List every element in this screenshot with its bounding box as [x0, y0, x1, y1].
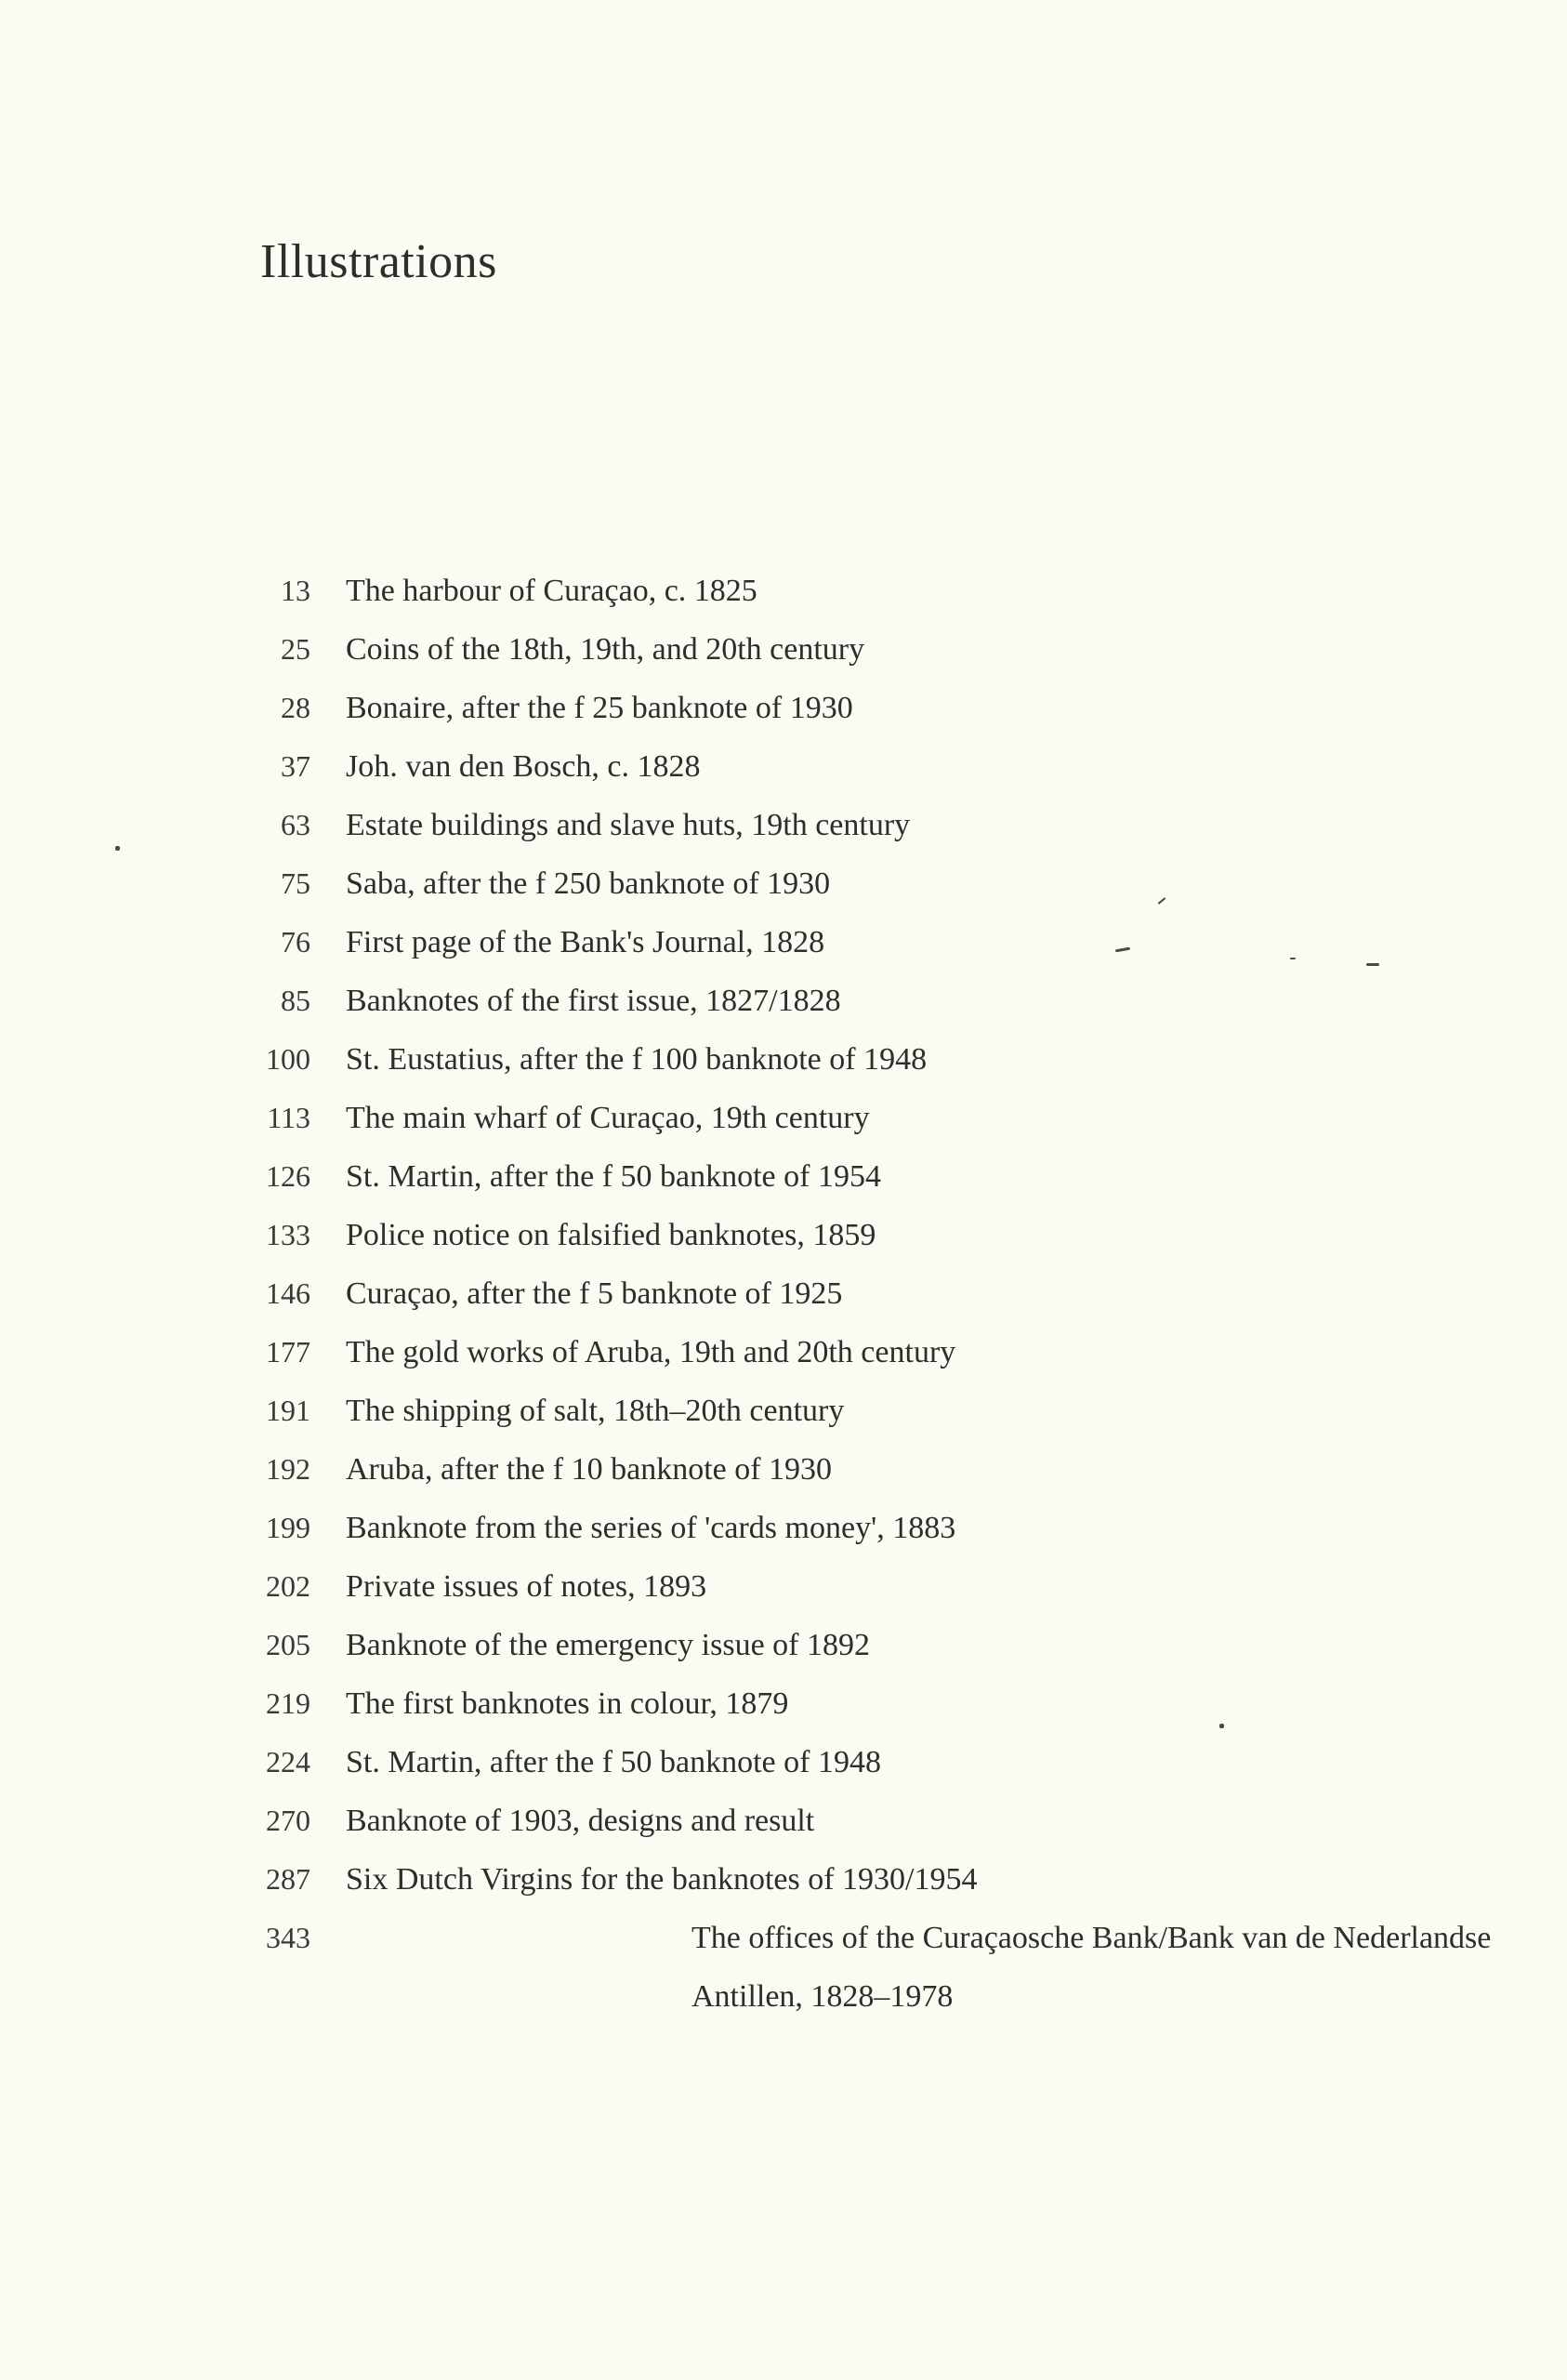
list-item — [0, 1440, 1567, 1499]
illustration-caption: St. Martin, after the f 50 banknote of 1948 — [346, 1745, 881, 1779]
list-item — [0, 620, 1567, 679]
illustration-caption: The first banknotes in colour, 1879 — [346, 1686, 789, 1721]
illustration-caption: The gold works of Aruba, 19th and 20th century — [346, 1335, 956, 1369]
list-item — [0, 796, 1567, 854]
page-number: 191 — [266, 1394, 310, 1427]
list-item — [0, 1089, 1567, 1147]
list-item — [0, 1909, 1567, 2026]
page-number: 100 — [266, 1042, 310, 1076]
illustration-caption: St. Eustatius, after the f 100 banknote of 1948 — [346, 1042, 928, 1077]
list-item — [0, 1147, 1567, 1206]
print-speck — [1290, 958, 1296, 959]
page-number: 76 — [281, 925, 310, 959]
page-number: 270 — [266, 1804, 310, 1837]
caption-line: The offices of the Curaçaosche Bank/Bank van de Nederlandse — [691, 1921, 1492, 1955]
print-speck — [1366, 963, 1379, 966]
print-speck — [1219, 1724, 1224, 1728]
list-item — [0, 972, 1567, 1030]
list-item — [0, 913, 1567, 972]
illustration-caption: Police notice on falsified banknotes, 1859 — [346, 1218, 876, 1252]
list-item — [0, 1206, 1567, 1264]
list-item — [0, 1264, 1567, 1323]
page-number: 133 — [266, 1218, 310, 1251]
caption-line: Antillen, 1828–1978 — [691, 1979, 954, 2014]
illustration-caption: The harbour of Curaçao, c. 1825 — [346, 574, 757, 608]
page-number: 192 — [266, 1452, 310, 1486]
print-speck — [115, 846, 120, 851]
illustration-caption: Coins of the 18th, 19th, and 20th century — [346, 632, 865, 667]
illustration-caption: Banknotes of the first issue, 1827/1828 — [346, 984, 841, 1018]
list-item — [0, 737, 1567, 796]
illustration-caption: The shipping of salt, 18th–20th century — [346, 1394, 845, 1428]
illustrations-list — [0, 562, 1567, 2026]
page-number: 63 — [281, 808, 310, 841]
page-number: 219 — [266, 1686, 310, 1720]
illustration-caption: Banknote from the series of 'cards money', 1883 — [346, 1511, 956, 1545]
illustration-caption: Estate buildings and slave huts, 19th century — [346, 808, 911, 842]
page-number: 126 — [266, 1159, 310, 1193]
illustration-caption: Banknote of the emergency issue of 1892 — [346, 1628, 871, 1662]
page-number: 28 — [281, 691, 310, 724]
illustration-caption: Joh. van den Bosch, c. 1828 — [346, 749, 701, 784]
list-item — [0, 1733, 1567, 1792]
list-item — [0, 1382, 1567, 1440]
page-number: 287 — [266, 1862, 310, 1896]
illustration-caption: Bonaire, after the f 25 banknote of 1930 — [346, 691, 853, 725]
page-number: 199 — [266, 1511, 310, 1544]
page-number: 13 — [281, 574, 310, 607]
list-item — [0, 1674, 1567, 1733]
page-number: 205 — [266, 1628, 310, 1661]
list-item — [0, 679, 1567, 737]
page-number: 113 — [267, 1101, 310, 1134]
illustration-caption: Private issues of notes, 1893 — [346, 1569, 707, 1604]
illustration-caption: Saba, after the f 250 banknote of 1930 — [346, 866, 831, 901]
page-title: Illustrations — [260, 235, 497, 288]
illustration-caption: The main wharf of Curaçao, 19th century — [346, 1101, 870, 1135]
page-number: 224 — [266, 1745, 310, 1778]
list-item — [0, 1792, 1567, 1850]
list-item — [0, 1030, 1567, 1089]
list-item — [0, 1850, 1567, 1909]
illustration-caption: St. Martin, after the f 50 banknote of 1954 — [346, 1159, 881, 1194]
page-number: 37 — [281, 749, 310, 783]
list-item — [0, 1323, 1567, 1382]
page-number: 177 — [266, 1335, 310, 1368]
illustration-caption: Banknote of 1903, designs and result — [346, 1804, 815, 1838]
illustration-caption: First page of the Bank's Journal, 1828 — [346, 925, 825, 959]
list-item — [0, 1499, 1567, 1557]
list-item — [0, 1557, 1567, 1616]
page-number: 85 — [281, 984, 310, 1017]
list-item — [0, 854, 1567, 913]
list-item — [0, 1616, 1567, 1674]
illustration-caption: Curaçao, after the f 5 banknote of 1925 — [346, 1276, 843, 1311]
page-number: 75 — [281, 866, 310, 900]
page-number: 146 — [266, 1276, 310, 1310]
page-number: 202 — [266, 1569, 310, 1603]
page-number: 343 — [266, 1921, 310, 1954]
illustration-caption — [691, 1909, 1567, 2026]
page-number: 25 — [281, 632, 310, 666]
illustration-caption: Aruba, after the f 10 banknote of 1930 — [346, 1452, 833, 1487]
list-item — [0, 562, 1567, 620]
illustration-caption: Six Dutch Virgins for the banknotes of 1930/1954 — [346, 1862, 978, 1897]
